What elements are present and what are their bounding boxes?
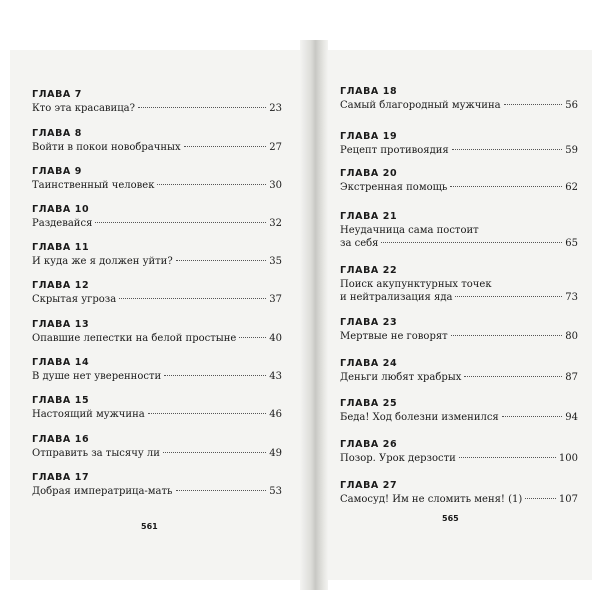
book-gutter	[300, 40, 328, 590]
chapter-heading: ГЛАВА 7	[32, 89, 83, 100]
toc-entry	[32, 203, 282, 230]
chapter-heading: ГЛАВА 24	[340, 358, 398, 369]
chapter-heading: ГЛАВА 25	[340, 398, 398, 409]
chapter-title: И куда же я должен уйти?	[32, 256, 173, 267]
chapter-title: В душе нет уверенности	[32, 371, 162, 382]
toc-entry	[32, 127, 282, 154]
chapter-title: Деньги любят храбрых	[340, 372, 462, 383]
toc-entry	[340, 210, 578, 250]
chapter-title: Экстренная помощь	[340, 182, 448, 193]
chapter-title: Поиск акупунктурных точек	[340, 279, 492, 290]
chapter-title: Опавшие лепестки на белой простыне	[32, 333, 237, 344]
chapter-heading: ГЛАВА 8	[32, 128, 83, 139]
toc-entry	[340, 397, 578, 424]
chapter-title: Кто эта красавица?	[32, 103, 135, 114]
chapter-heading: ГЛАВА 27	[340, 480, 398, 491]
chapter-title: Позор. Урок дерзости	[340, 453, 456, 464]
chapter-title: Рецепт противоядия	[340, 145, 449, 156]
toc-entry	[32, 241, 282, 268]
toc-entry	[340, 167, 578, 194]
chapter-title: Беда! Ход болезни изменился	[340, 412, 499, 423]
page-number: 32	[269, 218, 282, 229]
toc-entry	[32, 356, 282, 383]
page-number: 27	[269, 142, 282, 153]
chapter-heading: ГЛАВА 12	[32, 280, 90, 291]
chapter-title: Мертвые не говорят	[340, 331, 448, 342]
page-number: 43	[269, 371, 282, 382]
chapter-heading: ГЛАВА 23	[340, 317, 398, 328]
toc-entry	[32, 471, 282, 498]
page-folio: 561	[141, 522, 158, 531]
chapter-title: Войти в покои новобрачных	[32, 142, 181, 153]
page-number: 23	[269, 103, 282, 114]
toc-entry	[340, 130, 578, 157]
toc-entry	[32, 165, 282, 192]
right-page	[328, 50, 592, 580]
toc-entry	[340, 85, 578, 112]
chapter-title-continued: за себя	[340, 238, 379, 249]
page-number: 40	[269, 333, 282, 344]
page-number: 80	[565, 331, 578, 342]
page-number: 62	[565, 182, 578, 193]
chapter-title: Таинственный человек	[32, 180, 155, 191]
page-number: 73	[565, 292, 578, 303]
chapter-title: Настоящий мужчина	[32, 409, 145, 420]
toc-entry	[32, 279, 282, 306]
chapter-heading: ГЛАВА 20	[340, 168, 398, 179]
chapter-title: Добрая императрица-мать	[32, 486, 173, 497]
toc-entry	[340, 357, 578, 384]
chapter-heading: ГЛАВА 17	[32, 472, 90, 483]
left-page	[10, 50, 300, 580]
page-number: 35	[269, 256, 282, 267]
chapter-heading: ГЛАВА 22	[340, 265, 398, 276]
chapter-title-continued: и нейтрализация яда	[340, 292, 453, 303]
page-number: 94	[565, 412, 578, 423]
chapter-title: Самосуд! Им не сломить меня! (1)	[340, 494, 523, 505]
chapter-heading: ГЛАВА 16	[32, 434, 90, 445]
page-number: 30	[269, 180, 282, 191]
chapter-title: Самый благородный мужчина	[340, 100, 501, 111]
page-number: 46	[269, 409, 282, 420]
page-number: 56	[565, 100, 578, 111]
page-number: 65	[565, 238, 578, 249]
page-number: 37	[269, 294, 282, 305]
chapter-heading: ГЛАВА 26	[340, 439, 398, 450]
toc-entry	[340, 438, 578, 465]
chapter-heading: ГЛАВА 13	[32, 319, 90, 330]
chapter-heading: ГЛАВА 9	[32, 166, 83, 177]
chapter-heading: ГЛАВА 10	[32, 204, 90, 215]
page-number: 87	[565, 372, 578, 383]
chapter-title: Скрытая угроза	[32, 294, 117, 305]
toc-entry	[32, 394, 282, 421]
chapter-heading: ГЛАВА 15	[32, 395, 90, 406]
chapter-title: Отправить за тысячу ли	[32, 448, 160, 459]
toc-entry	[32, 433, 282, 460]
page-number: 100	[558, 453, 578, 464]
toc-entry	[340, 264, 578, 304]
toc-entry	[32, 88, 282, 115]
chapter-heading: ГЛАВА 14	[32, 357, 90, 368]
page-number: 53	[269, 486, 282, 497]
chapter-title: Раздевайся	[32, 218, 93, 229]
toc-entry	[340, 316, 578, 343]
chapter-heading: ГЛАВА 19	[340, 131, 398, 142]
page-number: 49	[269, 448, 282, 459]
toc-entry	[32, 318, 282, 345]
toc-entry	[340, 479, 578, 506]
chapter-heading: ГЛАВА 18	[340, 86, 398, 97]
page-number: 59	[565, 145, 578, 156]
chapter-heading: ГЛАВА 21	[340, 211, 398, 222]
chapter-title: Неудачница сама постоит	[340, 225, 479, 236]
chapter-heading: ГЛАВА 11	[32, 242, 90, 253]
page-folio: 565	[442, 514, 459, 523]
page-number: 107	[558, 494, 578, 505]
